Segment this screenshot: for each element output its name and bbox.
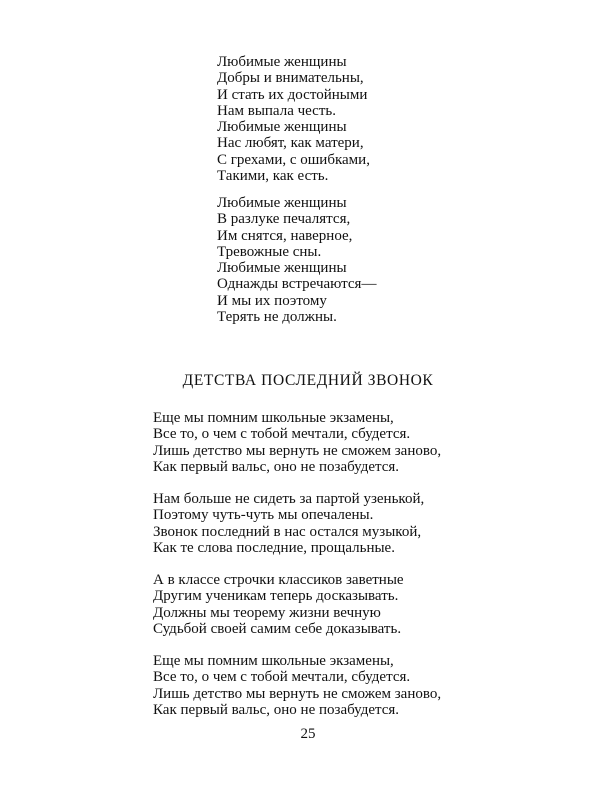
- verse-line: Им снятся, наверное,: [217, 227, 353, 244]
- stanza: [153, 491, 424, 557]
- verse-line: В разлуке печалятся,: [217, 211, 351, 228]
- verse-line: А в классе строчки классиков заветные: [153, 572, 404, 588]
- verse-line: Любимые женщины: [217, 260, 347, 277]
- verse-line: Такими, как есть.: [217, 168, 329, 185]
- verse-line: Все то, о чем с тобой мечтали, сбудется.: [153, 426, 411, 443]
- verse-line: Должны мы теорему жизни вечную: [153, 604, 381, 621]
- stanza: [153, 410, 441, 476]
- verse-line: Все то, о чем с тобой мечтали, сбудется.: [153, 669, 411, 686]
- verse-line: Любимые женщины: [217, 54, 347, 70]
- verse-line: Однажды встречаются—: [217, 276, 377, 293]
- stanza: [153, 572, 404, 638]
- verse-line: Добры и внимательны,: [217, 70, 364, 87]
- stanza: [217, 54, 370, 184]
- stanza: [217, 195, 376, 325]
- verse-line: Звонок последний в нас остался музыкой,: [153, 523, 422, 540]
- verse-line: С грехами, с ошибками,: [217, 151, 370, 168]
- verse-line: Терять не должны.: [217, 309, 337, 326]
- verse-line: И мы их поэтому: [217, 292, 327, 309]
- poem-title: ДЕТСТВА ПОСЛЕДНИЙ ЗВОНОК: [182, 372, 434, 389]
- verse-line: Нам выпала честь.: [217, 102, 336, 119]
- verse-line: Как те слова последние, прощальные.: [153, 540, 395, 557]
- verse-line: Лишь детство мы вернуть не сможем заново,: [153, 442, 442, 459]
- verse-line: Судьбой своей самим себе доказывать.: [153, 621, 402, 638]
- verse-line: Любимые женщины: [217, 195, 347, 211]
- verse-line: Нам больше не сидеть за партой узенькой,: [153, 491, 425, 507]
- verse-line: Еще мы помним школьные экзамены,: [153, 410, 394, 426]
- verse-line: И стать их достойными: [217, 86, 368, 103]
- verse-line: Еще мы помним школьные экзамены,: [153, 653, 394, 669]
- verse-line: Нас любят, как матери,: [217, 135, 364, 152]
- stanza: [153, 653, 441, 719]
- verse-line: Другим ученикам теперь досказывать.: [153, 588, 399, 605]
- verse-line: Как первый вальс, оно не позабудется.: [153, 459, 400, 476]
- verse-line: Лишь детство мы вернуть не сможем заново,: [153, 685, 442, 702]
- verse-line: Как первый вальс, оно не позабудется.: [153, 702, 400, 719]
- verse-line: Тревожные сны.: [217, 243, 322, 260]
- page-number: 25: [300, 726, 316, 742]
- verse-line: Поэтому чуть-чуть мы опечалены.: [153, 507, 374, 524]
- verse-line: Любимые женщины: [217, 119, 347, 136]
